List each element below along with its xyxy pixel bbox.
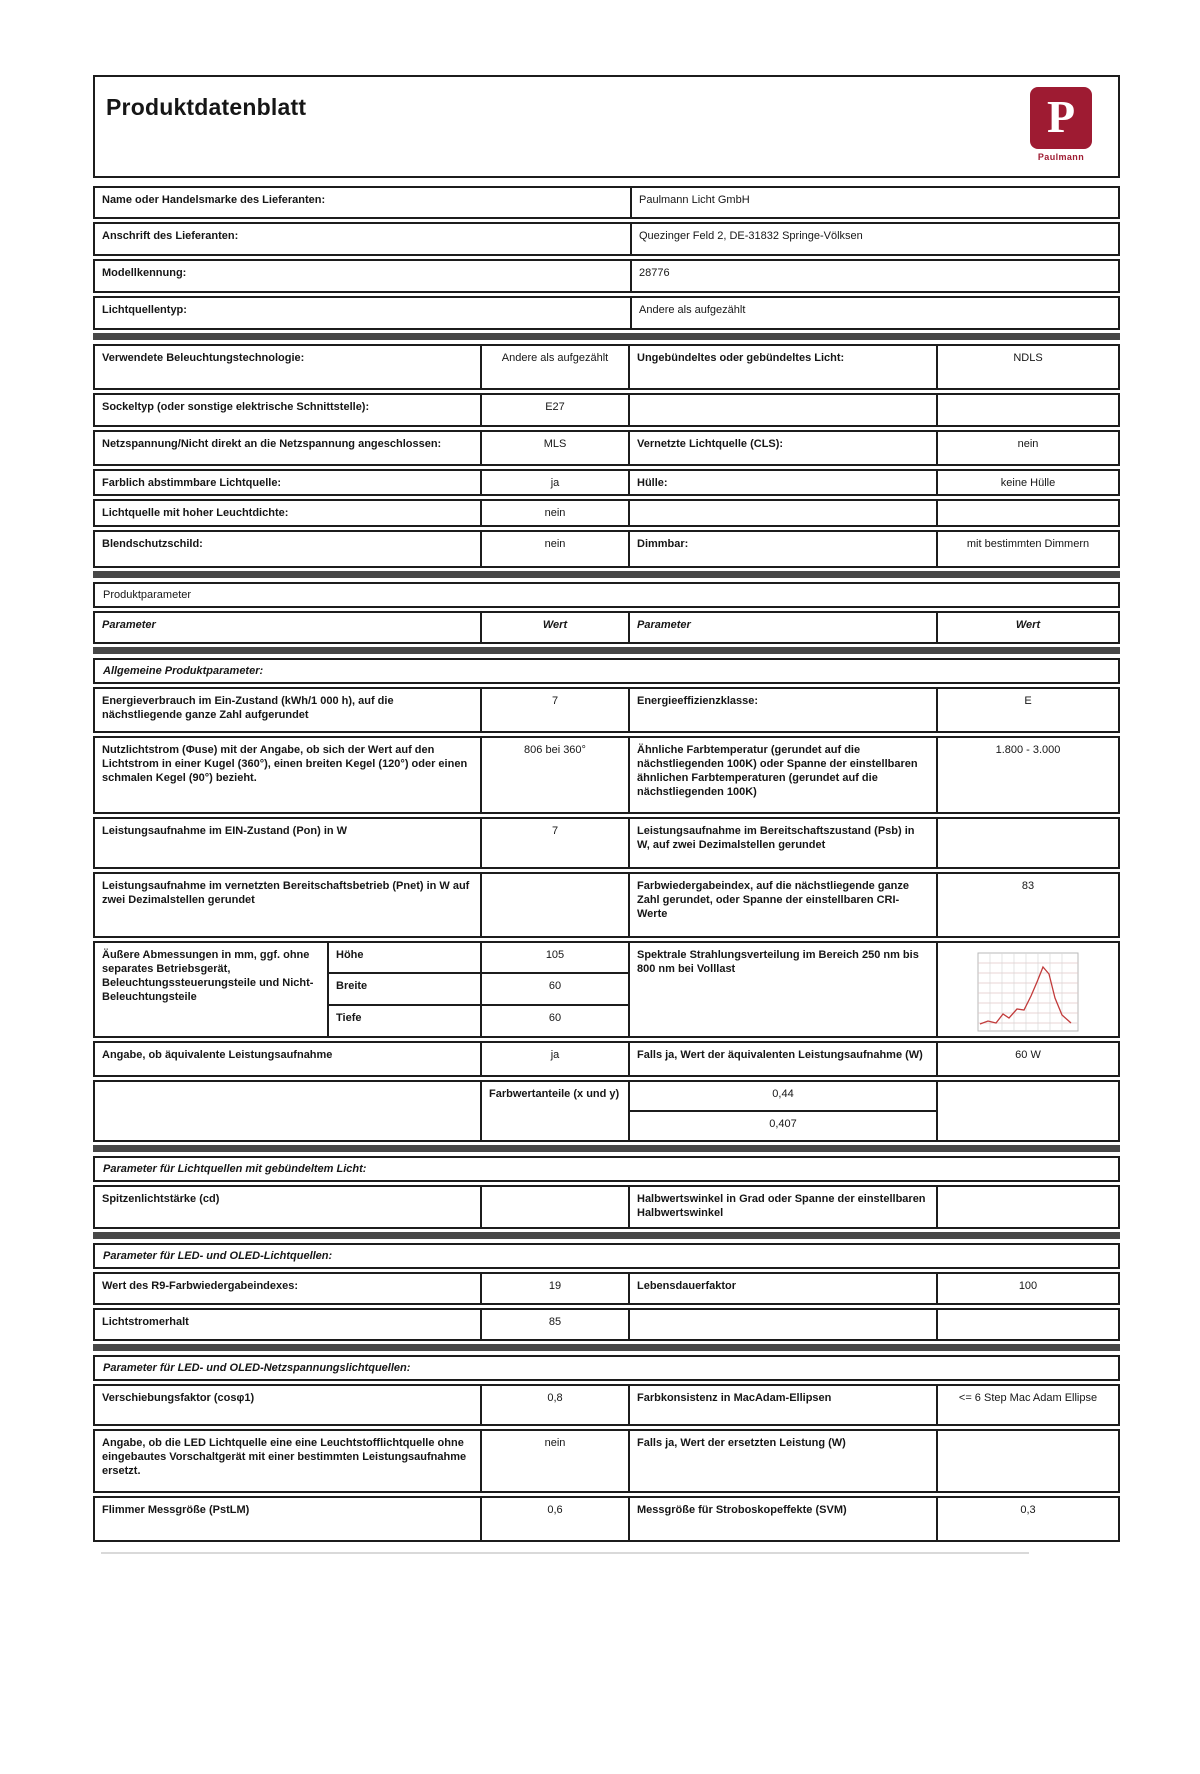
param-label: Energieeffizienzklasse: (628, 689, 936, 731)
param-label (628, 501, 936, 524)
table-row (93, 1496, 1120, 1542)
param-value: 19 (480, 1274, 628, 1303)
param-label: Angabe, ob äquivalente Leistungsaufnahme (102, 1048, 333, 1061)
table-row (93, 687, 1120, 733)
empty-cell (936, 1082, 1118, 1140)
param-value: NDLS (936, 346, 1118, 388)
dimension-name: Breite (329, 972, 480, 1004)
table-row (93, 872, 1120, 938)
section-product-parameters: Produktparameter (93, 582, 1120, 608)
table-row (93, 530, 1120, 568)
table-row (93, 736, 1120, 814)
param-label: Äußere Abmessungen in mm, ggf. ohne separates Betriebsgerät, Beleuchtungssteuerungsteile und Nicht-Beleuchtungsteile (102, 948, 314, 1004)
empty-cell (95, 1082, 480, 1140)
table-row-dimensions (93, 941, 1120, 1038)
column-header: Wert (480, 613, 628, 642)
param-value: 83 (936, 874, 1118, 936)
chromaticity-values (628, 1082, 936, 1140)
table-header-row (93, 611, 1120, 644)
table-row-chromaticity (93, 1080, 1120, 1142)
param-label: Name oder Handelsmarke des Lieferanten: (102, 194, 326, 206)
param-label: Farbkonsistenz in MacAdam-Ellipsen (628, 1386, 936, 1424)
dimension-name: Tiefe (329, 1004, 480, 1036)
param-value: 0,8 (480, 1386, 628, 1424)
param-value: 28776 (630, 261, 1118, 291)
param-value: 100 (936, 1274, 1118, 1303)
param-value: Paulmann Licht GmbH (630, 188, 1118, 217)
param-value: ja (480, 471, 628, 494)
param-label: Modellkennung: (102, 267, 187, 279)
chromaticity-x: 0,44 (772, 1087, 794, 1100)
param-label: Farbwiedergabeindex, auf die nächstliegende ganze Zahl gerundet, oder Spanne der einstellbaren CRI-Werte (628, 874, 936, 936)
section-led-mains: Parameter für LED- und OLED-Netzspannungslichtquellen: (93, 1355, 1120, 1381)
table-row-supplier-address (93, 222, 1120, 256)
param-label: Spektrale Strahlungsverteilung im Bereich 250 nm bis 800 nm bei Volllast (628, 943, 936, 1036)
param-label: Lichtquelle mit hoher Leuchtdichte: (102, 507, 289, 520)
param-label: Falls ja, Wert der ersetzten Leistung (W) (628, 1431, 936, 1491)
param-value: Quezinger Feld 2, DE-31832 Springe-Völksen (630, 224, 1118, 254)
table-row (93, 344, 1120, 390)
param-value (936, 819, 1118, 867)
param-label: Lebensdauerfaktor (628, 1274, 936, 1303)
param-value: 7 (480, 689, 628, 731)
section-separator (93, 647, 1120, 654)
param-label: Anschrift des Lieferanten: (102, 230, 239, 242)
table-row (93, 1308, 1120, 1341)
chromaticity-y: 0,407 (630, 1110, 936, 1140)
page-title: Produktdatenblatt (106, 94, 307, 120)
section-general-parameters: Allgemeine Produktparameter: (93, 658, 1120, 684)
paulmann-logo-icon: P (1030, 87, 1092, 149)
param-label: Lichtquellentyp: (102, 304, 187, 316)
dimension-names (327, 943, 480, 1036)
param-value: 806 bei 360° (480, 738, 628, 812)
param-value (936, 395, 1118, 425)
column-header: Wert (936, 613, 1118, 642)
dimension-value: 60 (482, 1004, 628, 1036)
title-block (93, 75, 1120, 178)
column-header: Parameter (102, 618, 156, 631)
param-label: Sockeltyp (oder sonstige elektrische Schnittstelle): (102, 401, 370, 413)
param-value: Andere als aufgezählt (630, 298, 1118, 328)
param-label: Falls ja, Wert der äquivalenten Leistungsaufnahme (W) (628, 1043, 936, 1075)
param-label: Spitzenlichtstärke (cd) (102, 1192, 220, 1205)
section-separator (93, 1145, 1120, 1152)
param-label: Verschiebungsfaktor (cosφ1) (102, 1391, 255, 1404)
section-separator (93, 1344, 1120, 1351)
spectral-chart-cell (936, 943, 1118, 1036)
param-label (628, 1310, 936, 1339)
table-row (93, 430, 1120, 466)
param-value: MLS (480, 432, 628, 464)
param-label: Leistungsaufnahme im Bereitschaftszustand (Psb) in W, auf zwei Dezimalstellen gerundet (628, 819, 936, 867)
param-value: nein (480, 501, 628, 524)
param-value (480, 1187, 628, 1227)
table-row (93, 499, 1120, 526)
table-row (93, 393, 1120, 427)
param-value: mit bestimmten Dimmern (936, 532, 1118, 566)
product-datasheet (93, 75, 1120, 1554)
param-label: Dimmbar: (628, 532, 936, 566)
param-value: Andere als aufgezählt (480, 346, 628, 388)
param-label: Energieverbrauch im Ein-Zustand (kWh/1 000 h), auf die nächstliegende ganze Zahl aufgerundet (102, 694, 394, 721)
param-label: Nutzlichtstrom (Φuse) mit der Angabe, ob sich der Wert auf den Lichtstrom in einer Kugel (360°), einen breiten Kegel (120°) oder einen schmalen Kegel (90°) bezieht. (102, 743, 468, 785)
section-separator (93, 1232, 1120, 1239)
param-label: Ähnliche Farbtemperatur (gerundet auf die nächstliegenden 100K) oder Spanne der einstellbaren ähnlichen Farbtemperaturen (gerundet auf die nächstliegenden 100K) (628, 738, 936, 812)
param-value: 0,6 (480, 1498, 628, 1540)
param-value: E (936, 689, 1118, 731)
param-value: E27 (480, 395, 628, 425)
param-label: Ungebündeltes oder gebündeltes Licht: (628, 346, 936, 388)
param-label: Blendschutzschild: (102, 537, 203, 550)
param-label: Netzspannung/Nicht direkt an die Netzspannung angeschlossen: (102, 438, 442, 450)
param-label: Verwendete Beleuchtungstechnologie: (102, 352, 305, 364)
dimension-value: 60 (482, 972, 628, 1004)
param-value: ja (480, 1043, 628, 1075)
dimension-values (480, 943, 628, 1036)
param-label: Leistungsaufnahme im vernetzten Bereitschaftsbetrieb (Pnet) in W auf zwei Dezimalstellen gerundet (102, 879, 470, 906)
param-value: nein (936, 432, 1118, 464)
param-label: Hülle: (628, 471, 936, 494)
spectral-distribution-chart (977, 952, 1079, 1032)
param-value (936, 1310, 1118, 1339)
param-value: nein (480, 1431, 628, 1491)
param-label: Farbwertanteile (x und y) (480, 1082, 628, 1140)
paulmann-logo-brand: Paulmann (1037, 152, 1085, 162)
param-value: 7 (480, 819, 628, 867)
paulmann-logo (1029, 87, 1093, 162)
section-separator (93, 571, 1120, 578)
param-value: 0,3 (936, 1498, 1118, 1540)
param-value: 1.800 - 3.000 (936, 738, 1118, 812)
table-row-model-id (93, 259, 1120, 293)
param-value (480, 874, 628, 936)
param-label (628, 395, 936, 425)
section-led-oled: Parameter für LED- und OLED-Lichtquellen: (93, 1243, 1120, 1269)
section-beamed-light: Parameter für Lichtquellen mit gebündeltem Licht: (93, 1156, 1120, 1182)
param-label: Flimmer Messgröße (PstLM) (102, 1503, 250, 1516)
table-row (93, 817, 1120, 869)
section-separator (93, 333, 1120, 340)
param-value (936, 501, 1118, 524)
table-row (93, 1272, 1120, 1305)
dimension-name: Höhe (336, 948, 364, 961)
table-row (93, 1041, 1120, 1077)
table-row (93, 1429, 1120, 1493)
param-value: 85 (480, 1310, 628, 1339)
param-label: Angabe, ob die LED Lichtquelle eine eine Leuchtstofflichtquelle ohne eingebautes Vorschaltgerät mit einer bestimmten Leistungsaufnahme ersetzt. (102, 1436, 467, 1478)
param-label: Vernetzte Lichtquelle (CLS): (628, 432, 936, 464)
table-row-lightsource-type (93, 296, 1120, 330)
param-label: Lichtstromerhalt (102, 1315, 189, 1328)
param-value: <= 6 Step Mac Adam Ellipse (936, 1386, 1118, 1424)
param-value (936, 1187, 1118, 1227)
param-value (936, 1431, 1118, 1491)
table-row (93, 1185, 1120, 1229)
param-value: nein (480, 532, 628, 566)
page-bottom-shadow (101, 1552, 1029, 1554)
param-value: 60 W (936, 1043, 1118, 1075)
table-row (93, 469, 1120, 496)
table-row-supplier-name (93, 186, 1120, 219)
dimension-value: 105 (545, 948, 565, 961)
param-label: Messgröße für Stroboskopeffekte (SVM) (628, 1498, 936, 1540)
table-row (93, 1384, 1120, 1426)
column-header: Parameter (628, 613, 936, 642)
param-value: keine Hülle (936, 471, 1118, 494)
param-label: Leistungsaufnahme im EIN-Zustand (Pon) in W (102, 824, 348, 837)
param-label: Wert des R9-Farbwiedergabeindexes: (102, 1279, 299, 1292)
param-label: Halbwertswinkel in Grad oder Spanne der einstellbaren Halbwertswinkel (628, 1187, 936, 1227)
param-label: Farblich abstimmbare Lichtquelle: (102, 477, 282, 489)
